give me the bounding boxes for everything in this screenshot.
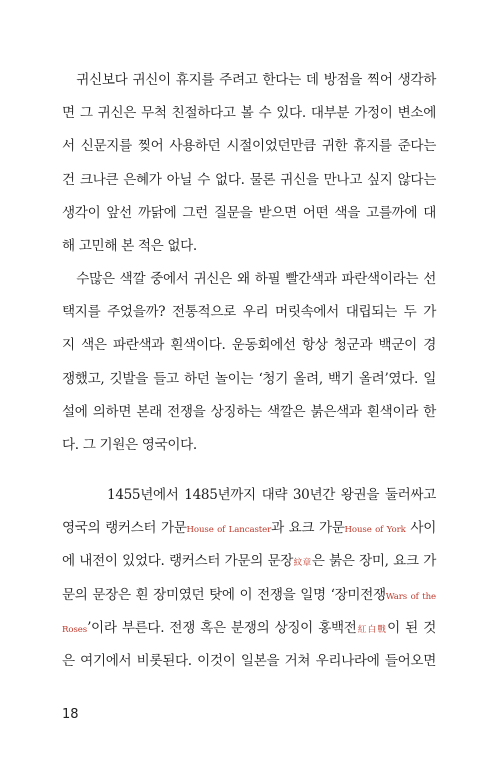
text-line: 설에 의하면 본래 전쟁을 상징하는 색깔은 붉은색과 흰색이라 한 <box>62 403 436 420</box>
text-line: 1455년에서 1485년까지 대략 30년간 왕권을 둘러싸고 <box>62 487 436 503</box>
text-line: 건 크나큰 은혜가 아닐 수 없다. 물론 귀신을 만나고 싶지 않다는 <box>62 171 436 188</box>
text-line <box>62 512 436 545</box>
text-line: 쟁했고, 깃발을 들고 하던 놀이는 ‘청기 올려, 백기 올려’였다. 일 <box>62 370 436 387</box>
english-gloss: House of York <box>344 525 406 536</box>
english-gloss: Wars of the <box>385 591 436 602</box>
text-line: 서 신문지를 찢어 사용하던 시절이었던만큼 귀한 휴지를 준다는 <box>62 138 436 155</box>
hanja-gloss: 紅白戰 <box>356 624 388 635</box>
text-line: 면 그 귀신은 무척 친절하다고 볼 수 있다. 대부분 가정이 변소에 <box>62 105 436 122</box>
text-line: 해 고민해 본 적은 없다. <box>62 237 197 254</box>
text-line <box>62 545 436 578</box>
text-line: 귀신보다 귀신이 휴지를 주려고 한다는 데 방점을 찍어 생각하 <box>62 72 436 88</box>
english-gloss: Roses <box>62 624 88 635</box>
text-run: 사이 <box>405 520 436 537</box>
text-line <box>62 612 436 645</box>
hanja-gloss: 紋章 <box>293 558 312 569</box>
paragraph-3 <box>62 479 436 678</box>
text-line: 택지를 주었을까? 전통적으로 우리 머릿속에서 대립되는 두 가 <box>62 304 436 321</box>
text-line: 생각이 앞선 까닭에 그런 질문을 받으면 어떤 색을 고를까에 대 <box>62 204 436 221</box>
text-run: 문의 문장은 흰 장미였던 탓에 이 전쟁을 일명 ‘장미전쟁 <box>62 586 386 603</box>
text-line: 수많은 색깔 중에서 귀신은 왜 하필 빨간색과 파란색이라는 선 <box>62 271 436 287</box>
text-run: ’이라 부른다. 전쟁 혹은 분쟁의 상징이 홍백전 <box>87 619 357 636</box>
text-run: 이 된 것 <box>387 619 436 636</box>
page-number: 18 <box>62 707 79 722</box>
text-run: 과 요크 가문 <box>271 520 345 537</box>
english-gloss: House of Lancaster <box>186 525 272 536</box>
text-run: 은 붉은 장미, 요크 가 <box>311 553 436 570</box>
paragraph-1 <box>62 64 436 263</box>
text-line: 은 여기에서 비롯된다. 이것이 일본을 거쳐 우리나라에 들어오면 <box>62 652 436 669</box>
text-run: 에 내전이 있었다. 랭커스터 가문의 문장 <box>62 553 294 570</box>
text-run: 영국의 랭커스터 가문 <box>62 520 187 537</box>
text-line: 다. 그 기원은 영국이다. <box>62 436 197 453</box>
text-line <box>62 579 436 612</box>
paragraph-2 <box>62 263 436 462</box>
text-line: 지 색은 파란색과 흰색이다. 운동회에선 항상 청군과 백군이 경 <box>62 337 436 354</box>
